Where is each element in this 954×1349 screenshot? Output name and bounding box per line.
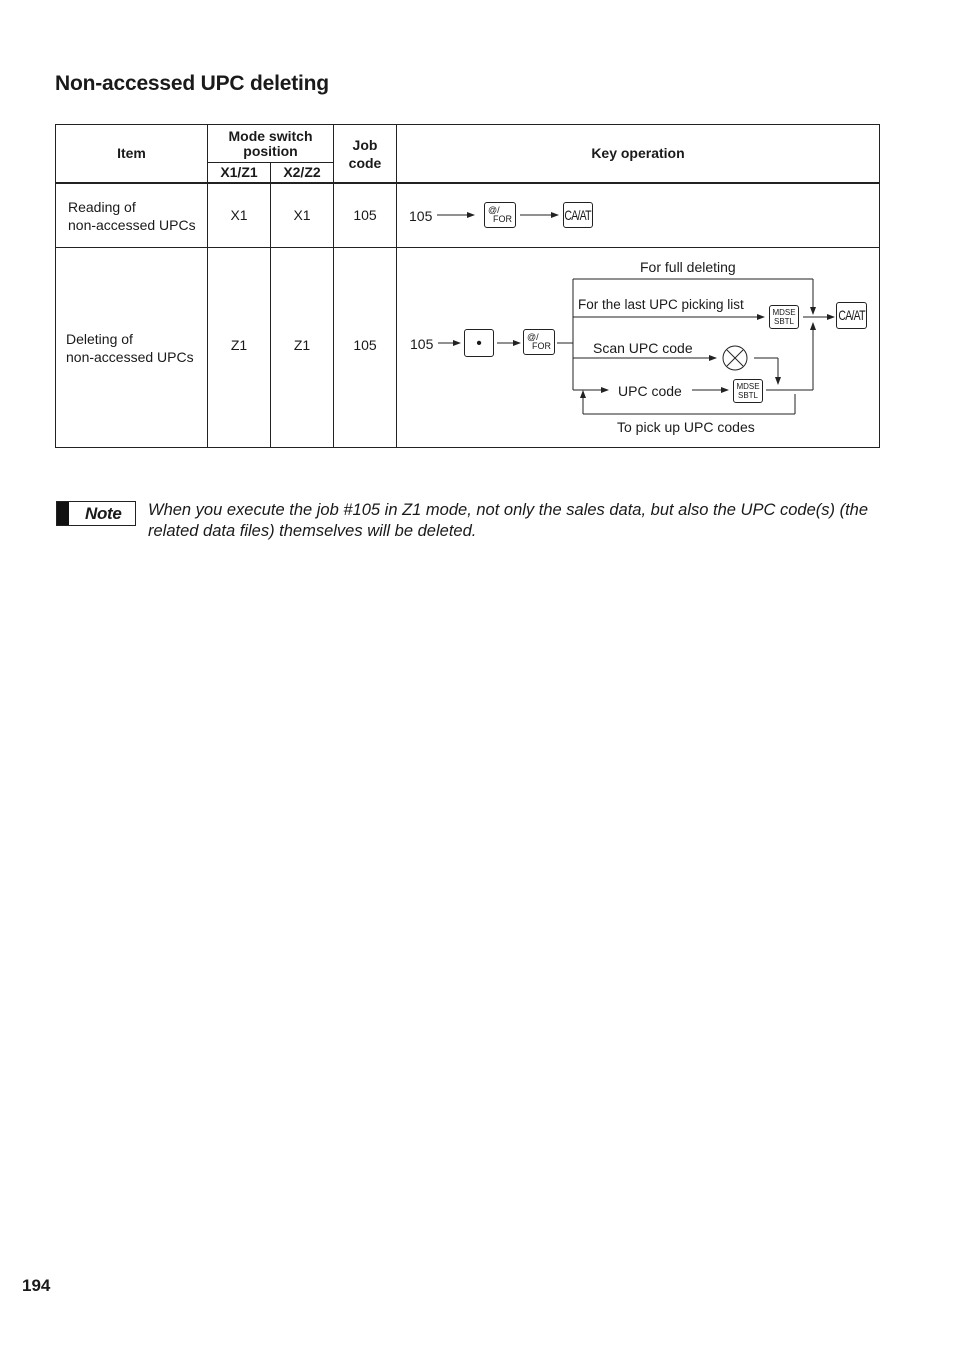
note-text: When you execute the job #105 in Z1 mode, not only the sales data, but also the UPC code(s) (the related data files) themselves will be deleted. bbox=[148, 501, 869, 540]
for-key-bottom-label: FOR bbox=[532, 341, 551, 351]
for-key-top-label: @/ bbox=[527, 332, 539, 342]
upc-code-label: UPC code bbox=[618, 383, 682, 399]
caat-key-label: CA/AT bbox=[838, 307, 865, 323]
for-key-top-label: @/ bbox=[488, 205, 500, 215]
full-deleting-label: For full deleting bbox=[640, 259, 736, 275]
row-deleting-x1z1: Z1 bbox=[230, 336, 248, 353]
note-badge bbox=[56, 501, 136, 526]
caat-key bbox=[836, 302, 867, 329]
header-key-operation: Key operation bbox=[591, 145, 685, 161]
row-reading-job: 105 bbox=[353, 207, 377, 223]
flow-deleting-start: 105 bbox=[410, 336, 434, 352]
caat-key-label: CA/AT bbox=[564, 206, 592, 223]
mdse-sbtl-key bbox=[769, 305, 799, 329]
flow-reading-start: 105 bbox=[409, 208, 433, 224]
note-badge-label: Note bbox=[85, 504, 122, 523]
for-key bbox=[484, 202, 516, 228]
row-reading-x2z2: X1 bbox=[293, 207, 311, 223]
for-key-bottom-label: FOR bbox=[493, 214, 512, 224]
header-mode-switch: Mode switch position bbox=[228, 128, 313, 159]
page-number: 194 bbox=[22, 1276, 51, 1295]
row-reading-x1z1: X1 bbox=[230, 207, 248, 223]
mdse-key-top-label: MDSE bbox=[772, 308, 796, 317]
pickup-label: To pick up UPC codes bbox=[617, 419, 755, 435]
mdse-key-top-label: MDSE bbox=[736, 382, 760, 391]
page-title: Non-accessed UPC deleting bbox=[55, 72, 329, 95]
mdse-sbtl-key bbox=[733, 379, 763, 403]
header-x2z2: X2/Z2 bbox=[283, 164, 321, 180]
scan-upc-label: Scan UPC code bbox=[593, 340, 693, 356]
row-deleting-x2z2: Z1 bbox=[293, 336, 311, 353]
header-item: Item bbox=[117, 145, 146, 161]
header-job-code: Job code bbox=[348, 136, 382, 171]
mdse-key-bottom-label: SBTL bbox=[773, 317, 794, 326]
row-deleting-job: 105 bbox=[353, 336, 377, 353]
mdse-key-bottom-label: SBTL bbox=[737, 391, 758, 400]
note-badge-bar bbox=[57, 502, 69, 525]
row-deleting-item: Deleting of non-accessed UPCs bbox=[66, 331, 194, 365]
dot-key-label: • bbox=[476, 334, 482, 352]
caat-key bbox=[563, 202, 593, 228]
row-reading-item: Reading of non-accessed UPCs bbox=[68, 198, 196, 233]
last-list-label: For the last UPC picking list bbox=[578, 297, 744, 312]
dot-key bbox=[464, 329, 494, 357]
header-x1z1: X1/Z1 bbox=[220, 164, 258, 180]
for-key bbox=[523, 329, 555, 355]
